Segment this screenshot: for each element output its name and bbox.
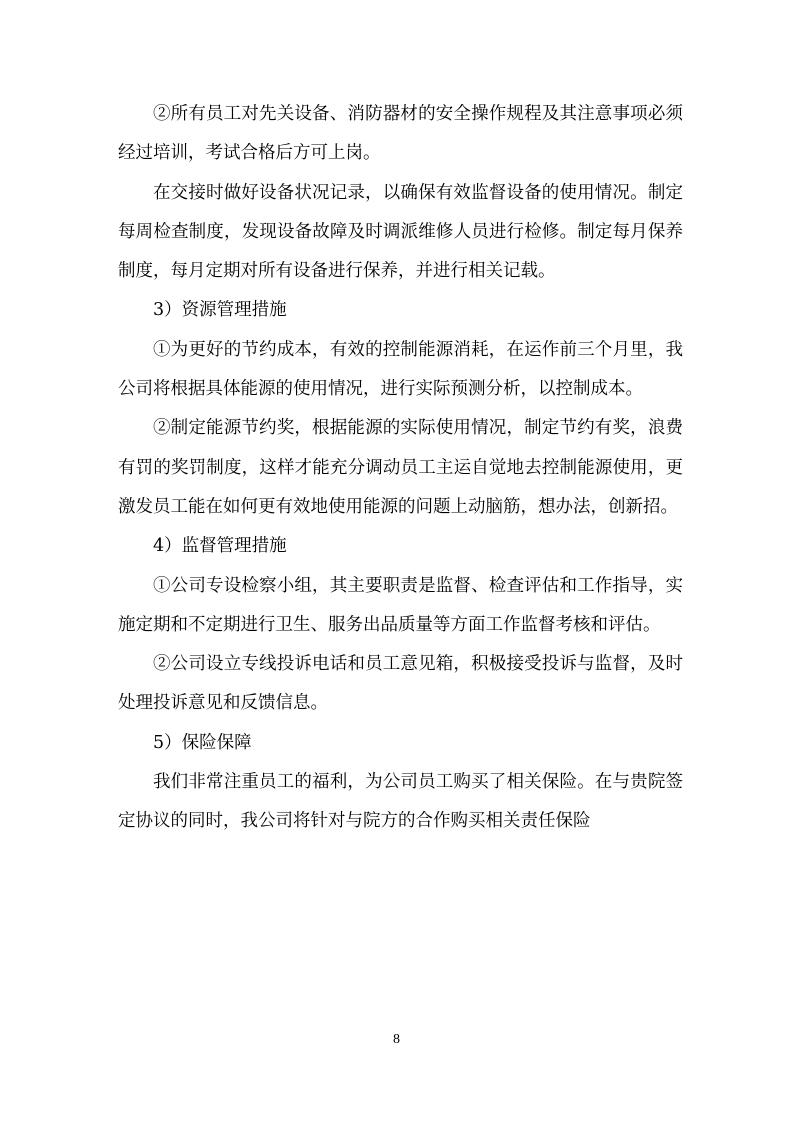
paragraph-equipment-records: 在交接时做好设备状况记录，以确保有效监督设备的使用情况。制定每周检查制度，发现设备故障及时调派维修人员进行检修。制定每月保养制度，每月定期对所有设备进行保养，并进行相关记载。 — [118, 182, 683, 282]
paragraph-energy-cost: ①为更好的节约成本，有效的控制能源消耗，在运作前三个月里，我公司将根据具体能源的使用情况，进行实际预测分析，以控制成本。 — [118, 339, 683, 400]
page-number: 8 — [393, 1032, 400, 1047]
paragraph-insurance-details: 我们非常注重员工的福利，为公司员工购买了相关保险。在与贵院签定协议的同时，我公司将针对与院方的合作购买相关责任保险 — [118, 772, 683, 832]
paragraph-energy-reward: ②制定能源节约奖，根据能源的实际使用情况，制定节约有奖，浪费有罚的奖罚制度，这样才能充分调动员工主运自觉地去控制能源使用，更激发员工能在如何更有效地使用能源的问题上动脑筋，想办法，创新招。 — [118, 418, 683, 517]
heading-resource-management: 3）资源管理措施 — [153, 300, 287, 321]
document-body — [118, 95, 683, 842]
heading-supervision-management: 4）监督管理措施 — [153, 536, 287, 557]
paragraph-complaint-hotline: ②公司设立专线投诉电话和员工意见箱，积极接受投诉与监督，及时处理投诉意见和反馈信息。 — [118, 654, 683, 714]
paragraph-inspection-team: ①公司专设检察小组，其主要职责是监督、检查评估和工作指导，实施定期和不定期进行卫生、服务出品质量等方面工作监督考核和评估。 — [118, 575, 683, 635]
paragraph-equipment-training: ②所有员工对先关设备、消防器材的安全操作规程及其注意事项必须经过培训，考试合格后方可上岗。 — [118, 104, 683, 164]
heading-insurance: 5）保险保障 — [153, 732, 252, 753]
